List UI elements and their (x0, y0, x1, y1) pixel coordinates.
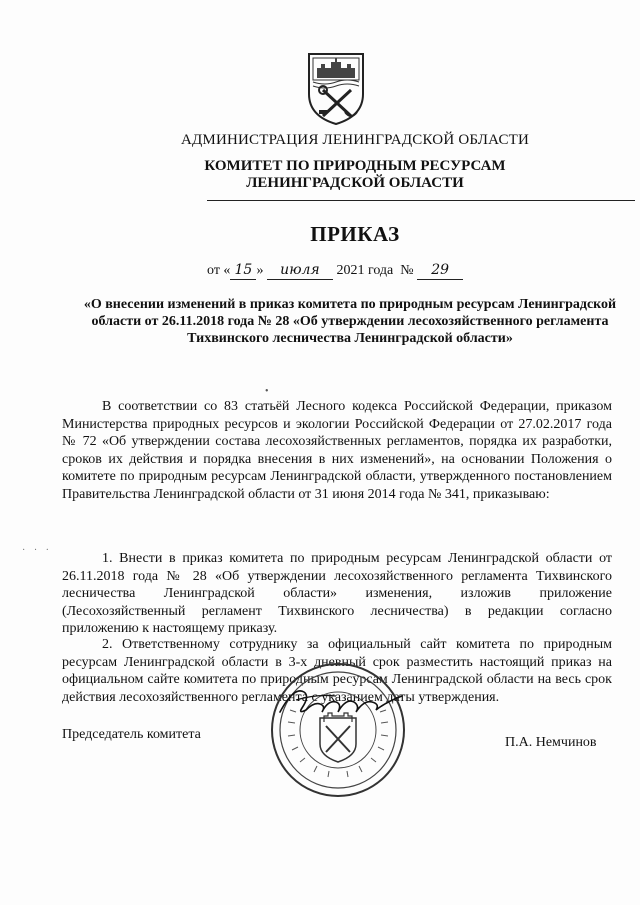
order-title: ПРИКАЗ (310, 222, 400, 246)
handwritten-signature (276, 682, 406, 720)
date-month: июля (280, 262, 320, 278)
official-seal (268, 660, 408, 800)
item-2-paragraph: 2. Ответственному сотруднику за официальный сайт комитета по природным ресурсам Ленинградской области в 3-х дневный срок разместить настоящий приказ на официальном сайте комитета по природным ресурсам Ленинградской области на весь срок действия лесохозяйственного регламента с указанием даты утверждения. (62, 637, 612, 705)
preamble-paragraph: В соответствии со 83 статьёй Лесного кодекса Российской Федерации, приказом Министерства природных ресурсов и экологии Российской Федерации от 27.02.2017 года № 72 «Об утверждении состава лесохозяйственных регламентов, порядка их разработки, сроков их действия и порядка внесения в них изменений», на основании Положения о комитете по природным ресурсам Ленинградской области, утвержденного постановлением Правительства Ленинградской области от 31 июня 2014 года № 341, приказываю: (62, 399, 612, 502)
date-prefix: от « (207, 263, 231, 278)
committee-line-2: ЛЕНИНГРАДСКОЙ ОБЛАСТИ (246, 175, 464, 191)
date-month-field (267, 262, 333, 280)
signatory-name: П.А. Немчинов (505, 735, 597, 750)
order-number: 29 (431, 262, 450, 278)
header-divider (207, 200, 635, 201)
committee-name (150, 158, 560, 192)
item-1-paragraph: 1. Внести в приказ комитета по природным ресурсам Ленинградской области от 26.11.2018 года № 28 «Об утверждении лесохозяйственного регламента Тихвинского лесничества Ленинградской области» изменения, изложив приложение (Лесохозяйственный регламент Тихвинского лесничества) в редакции согласно приложению к настоящему приказу. (62, 551, 612, 637)
scan-dots: · · · (22, 545, 52, 556)
date-day-suffix: » (256, 263, 264, 278)
committee-line-1: КОМИТЕТ ПО ПРИРОДНЫМ РЕСУРСАМ (204, 158, 506, 174)
administration-name: АДМИНИСТРАЦИЯ ЛЕНИНГРАДСКОЙ ОБЛАСТИ (180, 132, 530, 148)
coat-of-arms-emblem (305, 50, 367, 126)
date-day: 15 (234, 262, 253, 278)
scan-speck: • (265, 386, 269, 397)
number-prefix: № (400, 263, 414, 278)
date-day-field (230, 262, 256, 280)
signatory-position: Председатель комитета (62, 727, 201, 742)
order-number-field (417, 262, 463, 280)
order-heading: «О внесении изменений в приказ комитета по природным ресурсам Ленинградской области от 26.11.2018 года № 28 «Об утверждении лесохозяйственного регламента Тихвинского лесничества Ленинградской области» (83, 297, 617, 346)
order-date-line (207, 262, 463, 280)
date-year: 2021 года (336, 263, 394, 278)
